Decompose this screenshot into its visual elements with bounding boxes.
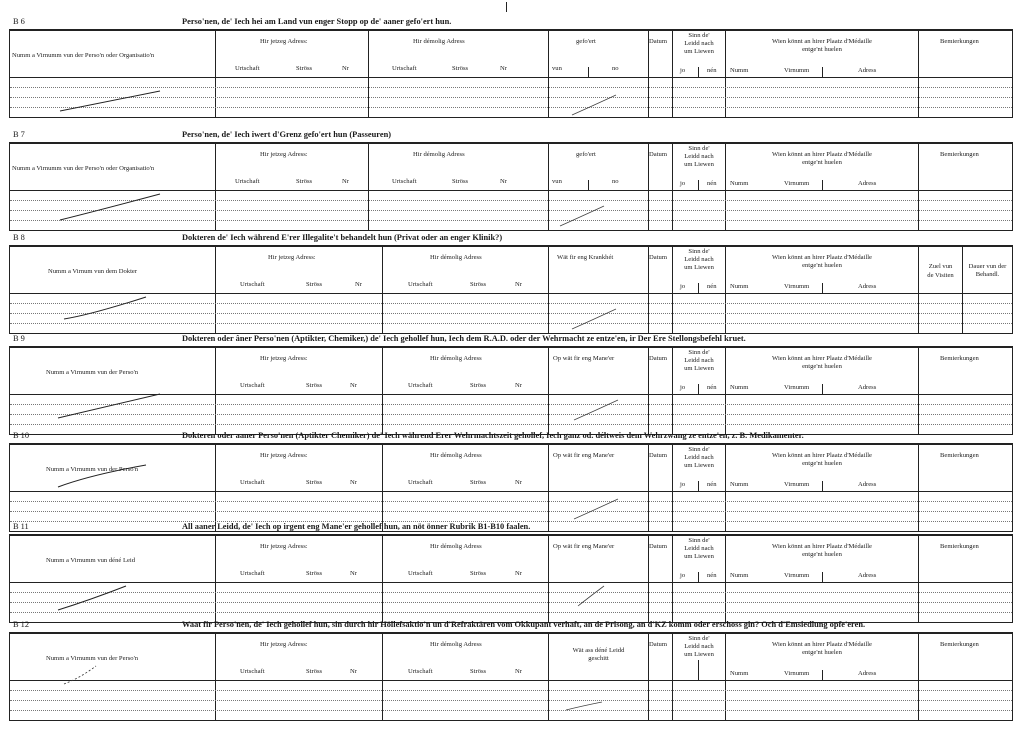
name-column-label: Numm a Virnumm vun der Perso'n oder Organisatio'n [12, 165, 155, 172]
section-code: B 10 [13, 431, 30, 440]
first-name-label: Virnumm [784, 670, 810, 677]
street-label: Ströss [296, 178, 313, 185]
name-column-label: Numm a Virnumm vun déné Leid [46, 557, 136, 564]
address-label: Adress [858, 180, 877, 187]
former-address-label: Hir démolig Adress [430, 355, 482, 362]
locality-label: Urtschaft [240, 668, 265, 675]
street-label: Ströss [452, 178, 469, 185]
locality-label: Urtschaft [408, 570, 433, 577]
date-label: Datum [649, 38, 667, 45]
former-address-label: Hir démolig Adress [430, 543, 482, 550]
current-address-label: Hir jetzeg Adress: [260, 151, 308, 158]
section-code: B 11 [13, 522, 29, 531]
section-title: Dokteren de' Iech während E'rer Illegalite't behandelt hun (Privat oder an enger Klinik?) [182, 233, 503, 242]
medal-line1: Wien könnt an hirer Plaatz d'Médaille [772, 641, 872, 648]
remarks-label: Bemierkungen [940, 641, 979, 648]
date-label: Datum [649, 641, 667, 648]
section-table [9, 535, 1013, 623]
section-table [9, 30, 1013, 118]
danger-line1: Sinn de' [688, 635, 710, 642]
yes-label: jo [680, 572, 686, 579]
medal-line2: entge'nt huelen [802, 262, 842, 269]
handwritten-slash-mark [574, 584, 624, 608]
from-label: vun [552, 65, 562, 72]
street-label: Ströss [306, 382, 323, 389]
danger-line2: Leidd nach [684, 545, 714, 552]
street-label: Ströss [470, 570, 487, 577]
section-title: Dokteren oder âner Perso'nen (Aptikter, Chemiker,) de' Iech gehollef hun, Iech dem R.A.D. oder der Wehrmacht ze entze'en, ir Der Ere Stellongsbefehl kruet. [182, 334, 746, 343]
number-label: Nr [515, 281, 522, 288]
number-label: Nr [342, 65, 349, 72]
name-label: Numm [730, 670, 749, 677]
first-name-label: Virnumm [784, 572, 810, 579]
date-label: Datum [649, 355, 667, 362]
medal-line1: Wien könnt an hirer Plaatz d'Médaille [772, 151, 872, 158]
locality-label: Urtschaft [235, 178, 260, 185]
street-label: Ströss [306, 281, 323, 288]
former-address-label: Hir démolig Adress [430, 452, 482, 459]
current-address-label: Hir jetzeg Adress: [260, 452, 308, 459]
danger-line1: Sinn de' [688, 32, 710, 39]
no-label: nén [707, 180, 717, 187]
street-label: Ströss [470, 668, 487, 675]
section-title: Dokteren oder aaner Perso'nen (Aptikter Chemiker) de' Iech während Erer Wehrmachtszeit gehollef, Iech ganz od. déltweis dem Wehrzwang ze entze'en, z. B. Medikamenter. [182, 431, 804, 440]
first-name-label: Virnumm [784, 481, 810, 488]
address-label: Adress [858, 670, 877, 677]
first-name-label: Virnumm [784, 384, 810, 391]
danger-line2: Leidd nach [684, 40, 714, 47]
street-label: Ströss [452, 65, 469, 72]
section-b12 [9, 620, 1013, 720]
section-code: B 8 [13, 233, 25, 242]
section-code: B 12 [13, 620, 30, 629]
current-address-label: Hir jetzeg Adress: [268, 254, 316, 261]
locality-label: Urtschaft [392, 65, 417, 72]
handwritten-slash-mark [570, 307, 620, 331]
locality-label: Urtschaft [392, 178, 417, 185]
section-table [9, 347, 1013, 435]
section-title: All aaner Leidd, de' Iech op irgent eng Mane'er gehollef hun, an nöt önner Rubrik B1-B10 faalen. [182, 522, 531, 531]
page-center-mark [506, 2, 507, 12]
section-b9 [9, 334, 1013, 434]
medal-line2: entge'nt huelen [802, 649, 842, 656]
name-column-label: Numm a Virnumm vun der Perso'n [46, 655, 139, 662]
danger-line3: um Liewen [684, 462, 714, 469]
handwritten-dash-mark [50, 87, 170, 117]
name-column-label: Numm a Virnumm vun der Perso'n [46, 369, 139, 376]
section-b7 [9, 130, 1013, 230]
traveled-label: gefo'ert [576, 151, 596, 158]
method-label: Op wät fir eng Mane'er [553, 452, 615, 459]
first-name-label: Virnumm [784, 67, 810, 74]
no-label: nén [707, 384, 717, 391]
section-table [9, 143, 1013, 231]
current-address-label: Hir jetzeg Adress: [260, 543, 308, 550]
section-title-row [9, 522, 1013, 535]
name-label: Numm [730, 283, 749, 290]
address-label: Adress [858, 481, 877, 488]
number-label: Nr [350, 479, 357, 486]
medal-line1: Wien könnt an hirer Plaatz d'Médaille [772, 452, 872, 459]
handwritten-slash-mark [562, 690, 612, 714]
danger-line3: um Liewen [684, 264, 714, 271]
street-label: Ströss [470, 382, 487, 389]
locality-label: Urtschaft [408, 281, 433, 288]
what-happened-line1: Wät ass déné Leidd [572, 647, 625, 654]
section-table [9, 246, 1013, 334]
illness-type-label: Wät fir eng Krankhét [557, 254, 614, 261]
locality-label: Urtschaft [240, 281, 265, 288]
locality-label: Urtschaft [235, 65, 260, 72]
medal-line1: Wien könnt an hirer Plaatz d'Médaille [772, 254, 872, 261]
medal-line1: Wien könnt an hirer Plaatz d'Médaille [772, 543, 872, 550]
yes-label: jo [680, 384, 686, 391]
street-label: Ströss [470, 281, 487, 288]
danger-line3: um Liewen [684, 48, 714, 55]
remarks-label: Bemierkungen [940, 452, 979, 459]
section-code: B 9 [13, 334, 25, 343]
handwritten-slash-mark [558, 204, 608, 228]
visits-line1: Zuel vun [928, 263, 953, 270]
section-title-row [9, 431, 1013, 444]
danger-line3: um Liewen [684, 365, 714, 372]
section-b10 [9, 431, 1013, 531]
danger-line3: um Liewen [684, 553, 714, 560]
locality-label: Urtschaft [408, 382, 433, 389]
medal-line2: entge'nt huelen [802, 460, 842, 467]
section-title-row [9, 233, 1013, 246]
medal-line2: entge'nt huelen [802, 46, 842, 53]
treatment-duration-label: Dauer vun der Behandl. [968, 263, 1007, 278]
name-column-label: Numm a Virnumm vun der Perso'n oder Organisatio'n [12, 52, 155, 59]
locality-label: Urtschaft [240, 570, 265, 577]
name-column-label: Numm a Virnum vun dem Dokter [48, 268, 138, 275]
date-label: Datum [649, 543, 667, 550]
number-label: Nr [515, 668, 522, 675]
address-label: Adress [858, 283, 877, 290]
section-title-row [9, 334, 1013, 347]
handwritten-dash-mark [50, 192, 170, 222]
handwritten-dash-mark [50, 390, 170, 420]
to-label: no [612, 178, 619, 185]
former-address-label: Hir démolig Adress [413, 151, 465, 158]
date-label: Datum [649, 452, 667, 459]
number-label: Nr [500, 178, 507, 185]
danger-line1: Sinn de' [688, 349, 710, 356]
address-label: Adress [858, 384, 877, 391]
danger-line3: um Liewen [684, 161, 714, 168]
locality-label: Urtschaft [408, 479, 433, 486]
no-label: nén [707, 283, 717, 290]
medal-line2: entge'nt huelen [802, 159, 842, 166]
danger-line1: Sinn de' [688, 248, 710, 255]
section-b11 [9, 522, 1013, 622]
street-label: Ströss [470, 479, 487, 486]
section-title: Perso'nen, de' Iech iwert d'Grenz gefo'ert hun (Passeuren) [182, 130, 392, 139]
from-label: vun [552, 178, 562, 185]
street-label: Ströss [306, 479, 323, 486]
method-label: Op wät fir eng Mane'er [553, 355, 615, 362]
former-address-label: Hir démolig Adress [413, 38, 465, 45]
handwritten-dash-mark [50, 459, 170, 489]
section-title-row [9, 17, 1013, 30]
handwritten-dash-mark [50, 656, 170, 686]
former-address-label: Hir démolig Adress [430, 254, 482, 261]
section-title-row [9, 620, 1013, 633]
yes-label: jo [680, 283, 686, 290]
first-name-label: Virnumm [784, 180, 810, 187]
number-label: Nr [355, 281, 362, 288]
danger-line2: Leidd nach [684, 454, 714, 461]
yes-label: jo [680, 67, 686, 74]
locality-label: Urtschaft [240, 382, 265, 389]
name-label: Numm [730, 572, 749, 579]
danger-line2: Leidd nach [684, 153, 714, 160]
section-b6 [9, 17, 1013, 117]
no-label: nén [707, 481, 717, 488]
address-label: Adress [858, 67, 877, 74]
date-label: Datum [649, 151, 667, 158]
remarks-label: Bemierkungen [940, 38, 979, 45]
handwritten-slash-mark [572, 497, 622, 521]
section-code: B 6 [13, 17, 25, 26]
danger-line1: Sinn de' [688, 145, 710, 152]
number-label: Nr [515, 479, 522, 486]
street-label: Ströss [306, 668, 323, 675]
section-title: Waat fir Perso'nen, de' Iech gehollef hun, sin durch hir Höllefsaktio'n un d'Refraktären vom Okkupant verhaft, an de Prisong, an d'KZ komm oder erschoss gin? Och d'Emsiedlung opfe'eren. [182, 620, 866, 629]
handwritten-slash-mark [570, 93, 620, 117]
current-address-label: Hir jetzeg Adress: [260, 355, 308, 362]
traveled-label: gefo'ert [576, 38, 596, 45]
current-address-label: Hir jetzeg Adress: [260, 38, 308, 45]
date-label: Datum [649, 254, 667, 261]
danger-line2: Leidd nach [684, 357, 714, 364]
number-label: Nr [350, 382, 357, 389]
street-label: Ströss [296, 65, 313, 72]
to-label: no [612, 65, 619, 72]
section-title-row [9, 130, 1013, 143]
number-label: Nr [342, 178, 349, 185]
section-b8 [9, 233, 1013, 333]
name-column-label: Numm a Virnumm vun der Perso'n [46, 466, 139, 473]
danger-line1: Sinn de' [688, 446, 710, 453]
locality-label: Urtschaft [240, 479, 265, 486]
yes-label: jo [680, 180, 686, 187]
name-label: Numm [730, 67, 749, 74]
danger-line2: Leidd nach [684, 643, 714, 650]
name-label: Numm [730, 384, 749, 391]
current-address-label: Hir jetzeg Adress: [260, 641, 308, 648]
name-label: Numm [730, 481, 749, 488]
handwritten-dash-mark [50, 582, 170, 612]
section-code: B 7 [13, 130, 25, 139]
number-label: Nr [500, 65, 507, 72]
remarks-label: Bemierkungen [940, 543, 979, 550]
what-happened-line2: geschitt [588, 655, 609, 662]
name-label: Numm [730, 180, 749, 187]
number-label: Nr [515, 382, 522, 389]
medal-line1: Wien könnt an hirer Plaatz d'Médaille [772, 355, 872, 362]
no-label: nén [707, 67, 717, 74]
handwritten-dash-mark [50, 291, 170, 321]
remarks-label: Bemierkungen [940, 355, 979, 362]
section-title: Perso'nen, de' Iech hei am Land vun enger Stopp op de' aaner gefo'ert hun. [182, 17, 452, 26]
number-label: Nr [350, 668, 357, 675]
method-label: Op wät fir eng Mane'er [553, 543, 615, 550]
handwritten-slash-mark [572, 398, 622, 422]
medal-line2: entge'nt huelen [802, 363, 842, 370]
number-label: Nr [350, 570, 357, 577]
first-name-label: Virnumm [784, 283, 810, 290]
danger-line3: um Liewen [684, 651, 714, 658]
number-label: Nr [515, 570, 522, 577]
no-label: nén [707, 572, 717, 579]
yes-label: jo [680, 481, 686, 488]
danger-line1: Sinn de' [688, 537, 710, 544]
danger-line2: Leidd nach [684, 256, 714, 263]
locality-label: Urtschaft [408, 668, 433, 675]
medal-line1: Wien könnt an hirer Plaatz d'Médaille [772, 38, 872, 45]
visits-line2: de Visiten [927, 272, 954, 279]
street-label: Ströss [306, 570, 323, 577]
section-table [9, 444, 1013, 532]
remarks-label: Bemierkungen [940, 151, 979, 158]
section-table [9, 633, 1013, 721]
address-label: Adress [858, 572, 877, 579]
former-address-label: Hir démolig Adress [430, 641, 482, 648]
medal-line2: entge'nt huelen [802, 551, 842, 558]
